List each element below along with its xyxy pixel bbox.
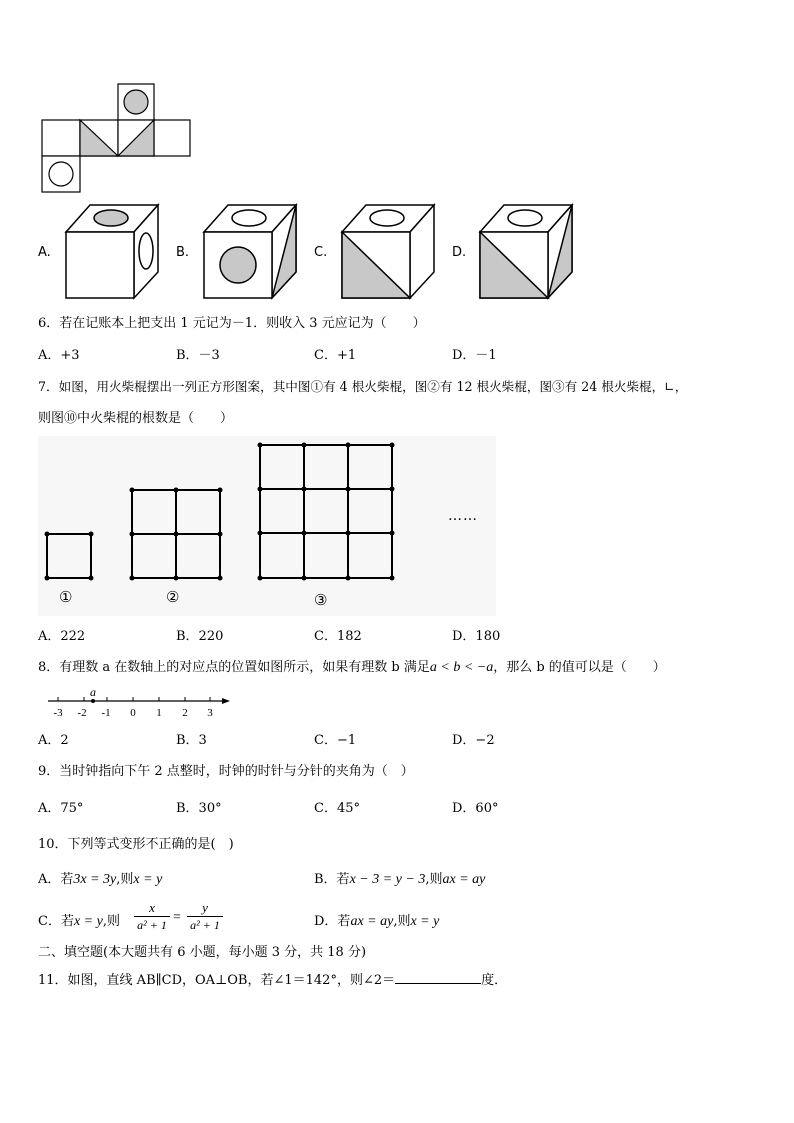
q5-option-b-label: B. [176,245,190,260]
q8-text [38,656,666,676]
figure-label-1: ① [59,588,73,606]
q8-text-suffix: ，那么 b 的值可以是（ ） [493,660,666,675]
q8-option-c: C．−1 [314,733,357,748]
q5-option-c-label: C. [314,245,328,260]
q6-option-c: C．+1 [314,348,357,363]
q7-option-b: B．220 [176,629,224,644]
q5-option-d-label: D. [452,245,467,260]
q6-option-b: B．－3 [176,348,220,363]
q9-option-c: C．45° [314,801,360,816]
q8-option-d: D．−2 [452,733,495,748]
matchstick-diagram [38,436,496,616]
figure-label-2: ② [166,588,180,606]
tick-2: 2 [182,707,188,719]
q11-answer-blank[interactable] [395,970,481,984]
q10-text: 10．下列等式变形不正确的是( ) [38,837,234,852]
point-a [91,699,95,703]
q5-option-b-cube [200,202,300,300]
q6-text: 6．若在记账本上把支出 1 元记为－1．则收入 3 元应记为（ ） [38,316,426,331]
q10-option-c: C．若x = y,则 [38,914,120,929]
q10-option-d: D．若ax = ay,则x = y [314,914,440,929]
fraction-2: y a² + 1 [187,901,223,932]
q10-option-a: A．若3x = 3y,则x = y [38,872,163,887]
tick-3: 3 [207,707,213,719]
q8-text-prefix: 8．有理数 a 在数轴上的对应点的位置如图所示，如果有理数 b 满足 [38,660,430,675]
section-2-title: 二、填空题(本大题共有 6 小题，每小题 3 分，共 18 分) [38,945,367,960]
q8-option-b: B．3 [176,733,207,748]
tick-minus3: -3 [53,707,63,719]
figure-label-3: ③ [314,591,328,609]
q7-option-a: A．222 [38,629,86,644]
net-circle-top [124,90,148,114]
q7-text-line1: 7．如图，用火柴棍摆出一列正方形图案，其中图①有 4 根火柴棍，图②有 12 根火柴棍，图③有 24 根火柴棍，∟， [38,379,688,394]
q7-option-d: D．180 [452,629,501,644]
fraction-1: x a² + 1 [134,901,170,932]
point-a-label: a [90,686,96,699]
q5-option-d-cube [476,202,576,300]
q9-option-b: B．30° [176,801,222,816]
q9-option-d: D．60° [452,801,499,816]
q7-option-c: C．182 [314,629,362,644]
q6-option-a: A．+3 [38,348,80,363]
q9-option-a: A．75° [38,801,84,816]
q10-option-b: B．若x − 3 = y − 3,则ax = ay [314,872,486,887]
net-circle-bottom [49,162,73,186]
tick-1: 1 [156,707,162,719]
tick-minus1: -1 [101,707,111,719]
q11-text: 11．如图，直线 AB∥CD，OA⊥OB，若∠1＝142°，则∠2＝ 度． [38,969,507,988]
q5-option-a-cube [62,202,162,300]
q5-option-c-cube [338,202,438,300]
q7-text-line2: 则图⑩中火柴棍的根数是（ ） [38,411,234,426]
q9-text: 9．当时钟指向下午 2 点整时，时钟的时针与分针的夹角为（ ） [38,764,414,779]
q5-option-a-label: A. [38,245,51,260]
q6-option-d: D．－1 [452,348,497,363]
q8-option-a: A．2 [38,733,69,748]
number-line [44,686,234,720]
q8-inequality: a < b < −a [429,660,494,675]
tick-0: 0 [130,707,136,719]
cube-net-figure [38,80,194,196]
tick-minus2: -2 [77,707,87,719]
matchstick-ellipsis: …… [448,508,478,524]
fraction-equals: = [173,910,181,925]
